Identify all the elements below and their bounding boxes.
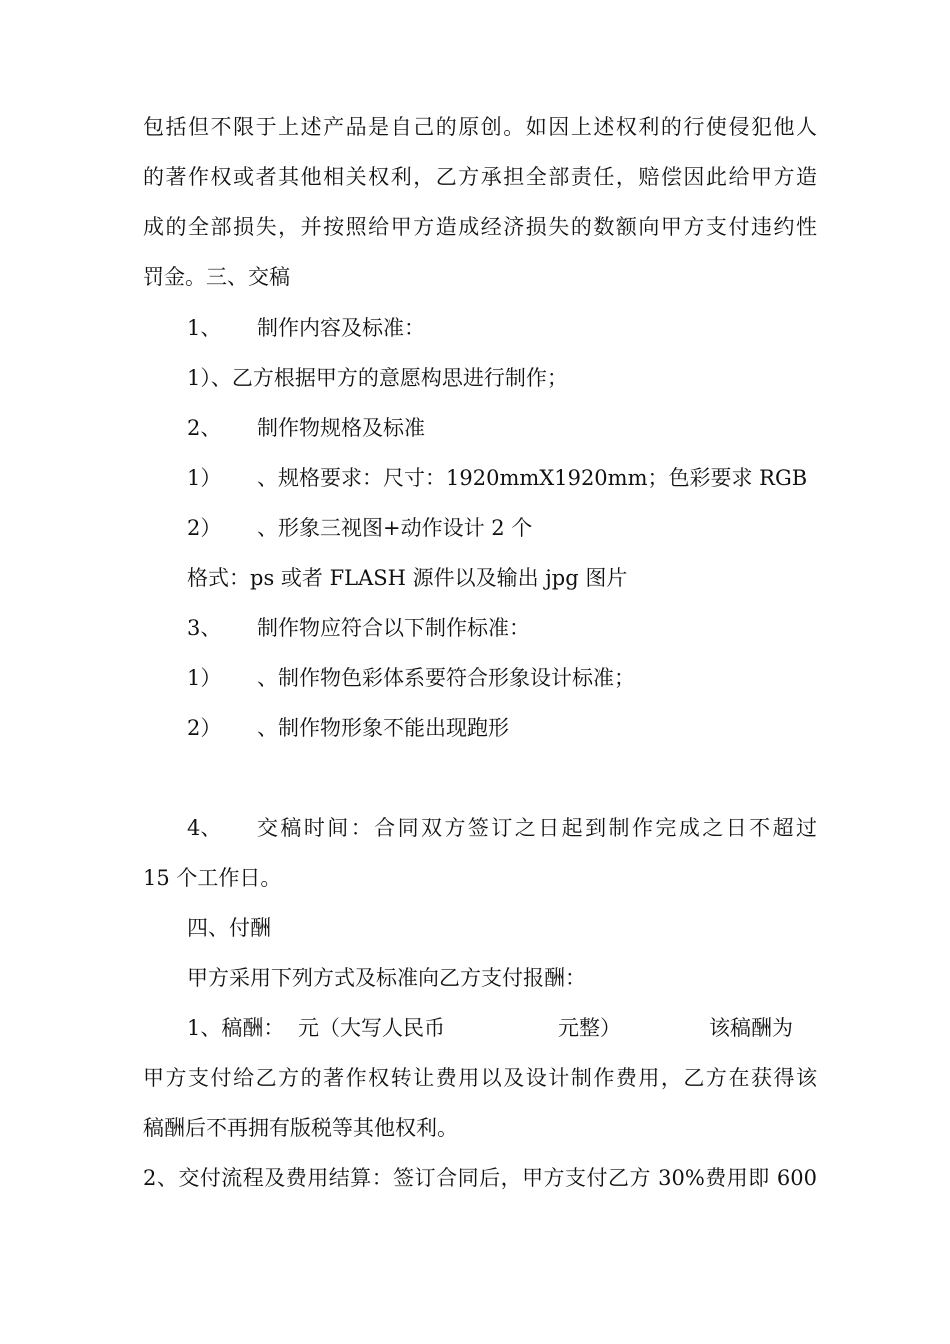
- list-number: 2）: [187, 516, 222, 540]
- list-number: 3、: [187, 616, 222, 640]
- paragraph-line: 成的全部损失，并按照给甲方造成经济损失的数额向甲方支付违约性: [143, 215, 817, 239]
- list-number: 2）: [187, 716, 222, 740]
- list-number: 1、: [187, 316, 222, 340]
- list-item-text: 、制作物形象不能出现跑形: [257, 716, 509, 740]
- fee-currency-text: 元（大写人民币: [298, 1016, 445, 1040]
- paragraph-line: 罚金。三、交稿: [143, 265, 290, 289]
- list-item-text: 、形象三视图+动作设计 2 个: [257, 516, 533, 540]
- fee-description: 该稿酬为: [709, 1016, 793, 1040]
- list-item-text: 、制作物色彩体系要符合形象设计标准；: [257, 666, 635, 690]
- list-item-text: 格式：ps 或者 FLASH 源件以及输出 jpg 图片: [187, 566, 628, 590]
- paragraph-line: 15 个工作日。: [143, 866, 282, 890]
- fee-amount-suffix: 元整）: [558, 1016, 621, 1040]
- list-item-text: 1）、乙方根据甲方的意愿构思进行制作；: [187, 366, 568, 390]
- paragraph-line: 稿酬后不再拥有版税等其他权利。: [143, 1116, 458, 1140]
- paragraph-line: 甲方采用下列方式及标准向乙方支付报酬：: [187, 966, 586, 990]
- list-item-text: 、规格要求：尺寸：1920mmX1920mm；色彩要求 RGB: [257, 466, 808, 490]
- paragraph-line: 的著作权或者其他相关权利，乙方承担全部责任，赔偿因此给甲方造: [143, 165, 817, 189]
- list-number: 4、: [187, 816, 222, 840]
- section-heading: 四、付酬: [187, 916, 271, 940]
- list-item-text: 交稿时间：合同双方签订之日起到制作完成之日不超过: [257, 816, 817, 840]
- list-item-text: 制作物应符合以下制作标准：: [257, 616, 530, 640]
- list-number: 2、: [187, 416, 222, 440]
- fee-label: 1、稿酬：: [187, 1016, 285, 1040]
- list-number: 1）: [187, 466, 222, 490]
- list-number: 1）: [187, 666, 222, 690]
- paragraph-line: 2、交付流程及费用结算：签订合同后，甲方支付乙方 30%费用即 600: [143, 1166, 817, 1190]
- list-item-text: 制作物规格及标准: [257, 416, 425, 440]
- list-item-text: 制作内容及标准：: [257, 316, 425, 340]
- paragraph-line: 甲方支付给乙方的著作权转让费用以及设计制作费用，乙方在获得该: [143, 1066, 817, 1090]
- paragraph-line: 包括但不限于上述产品是自己的原创。如因上述权利的行使侵犯他人: [143, 115, 817, 139]
